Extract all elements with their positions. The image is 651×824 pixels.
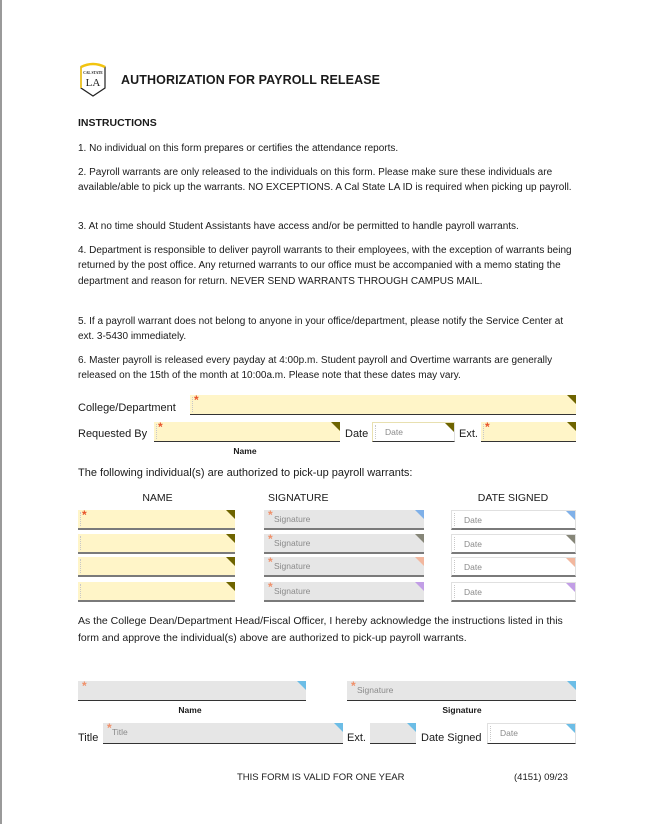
field-corner-marker <box>566 583 575 592</box>
authorized-name-field-1[interactable] <box>78 510 235 530</box>
instructions-heading: INSTRUCTIONS <box>78 117 157 129</box>
field-grip <box>80 536 82 550</box>
field-grip <box>80 584 82 598</box>
date-placeholder: Date <box>464 539 482 549</box>
request-ext-field[interactable] <box>481 422 576 442</box>
required-marker: * <box>194 393 199 407</box>
field-corner-marker <box>226 557 235 566</box>
approver-name-field[interactable] <box>78 681 306 701</box>
required-marker: * <box>268 555 273 569</box>
authorized-signature-field-2[interactable] <box>264 534 424 554</box>
field-corner-marker <box>226 510 235 519</box>
required-marker: * <box>158 420 163 434</box>
approver-signature-caption: Signature <box>442 705 482 715</box>
field-corner-marker <box>297 681 306 690</box>
title-label: Title <box>78 732 99 744</box>
svg-text:LA: LA <box>85 77 101 89</box>
authorized-date-field-4[interactable] <box>451 582 576 602</box>
title-placeholder: Title <box>112 727 128 737</box>
college-department-label: College/Department <box>78 402 176 414</box>
field-corner-marker <box>407 723 416 732</box>
requested-by-label: Requested By <box>78 428 148 440</box>
validity-notice: THIS FORM IS VALID FOR ONE YEAR <box>237 772 405 783</box>
requested-by-field[interactable] <box>154 422 340 442</box>
request-date-field[interactable] <box>372 422 455 442</box>
field-grip <box>454 585 456 598</box>
form-number: (4151) 09/23 <box>514 772 568 783</box>
field-grip <box>454 537 456 550</box>
field-grip <box>490 726 492 741</box>
date-placeholder: Date <box>464 587 482 597</box>
instruction-3: 3. At no time should Student Assistants have access and/or be permitted to handle payroll warrants. <box>78 221 519 232</box>
signature-placeholder: Signature <box>357 685 394 695</box>
field-grip <box>454 560 456 573</box>
required-marker: * <box>485 420 490 434</box>
authorized-name-field-3[interactable] <box>78 557 235 577</box>
authorized-signature-field-3[interactable] <box>264 557 424 577</box>
approver-ext-label: Ext. <box>347 732 366 744</box>
ext-label: Ext. <box>459 428 478 440</box>
column-header-date-signed: DATE SIGNED <box>477 492 549 504</box>
authorized-name-field-2[interactable] <box>78 534 235 554</box>
column-header-signature: SIGNATURE <box>268 492 329 504</box>
instruction-1: 1. No individual on this form prepares or certifies the attendance reports. <box>78 143 399 154</box>
date-placeholder: Date <box>464 515 482 525</box>
authorized-signature-field-1[interactable] <box>264 510 424 530</box>
authorized-name-field-4[interactable] <box>78 582 235 602</box>
field-corner-marker <box>445 423 454 432</box>
svg-text:CAL STATE: CAL STATE <box>83 71 103 75</box>
field-corner-marker <box>566 724 575 733</box>
field-grip <box>80 559 82 573</box>
date-signed-label: Date Signed <box>421 732 482 744</box>
approver-date-signed-field[interactable] <box>487 723 576 744</box>
field-corner-marker <box>334 723 343 732</box>
authorized-date-field-1[interactable] <box>451 510 576 530</box>
form-title: AUTHORIZATION FOR PAYROLL RELEASE <box>121 73 381 87</box>
field-corner-marker <box>566 558 575 567</box>
field-corner-marker <box>415 534 424 543</box>
authorized-date-field-2[interactable] <box>451 534 576 554</box>
instruction-5: 5. If a payroll warrant does not belong to anyone in your office/department, please notify the Service Center at ext. 3-5430 immediately. <box>78 316 564 343</box>
required-marker: * <box>268 532 273 546</box>
approver-signature-field[interactable] <box>347 681 576 701</box>
field-corner-marker <box>331 422 340 431</box>
field-corner-marker <box>415 582 424 591</box>
field-corner-marker <box>226 582 235 591</box>
required-marker: * <box>268 580 273 594</box>
approval-statement: As the College Dean/Department Head/Fiscal Officer, I hereby acknowledge the instructions listed in this form and approve the individual(s) above are authorized to pick-up payroll warrants. <box>78 615 563 644</box>
signature-placeholder: Signature <box>274 538 311 548</box>
field-corner-marker <box>566 535 575 544</box>
cal-state-la-logo-icon <box>79 62 107 98</box>
instruction-2: 2. Payroll warrants are only released to the individuals on this form. Please make sure these individuals are available/able to pick up the warrants. NO EXCEPTIONS. A Cal State LA ID is required when picking up payroll. <box>78 167 572 194</box>
instruction-4: 4. Department is responsible to deliver payroll warrants to their employees, with the exception of warrants being returned by the post office. Any returned warrants to our office must be accompanied with a memo stating the department and reason for return. NEVER SEND WARRANTS THROUGH CAMPUS MAIL. <box>78 245 572 287</box>
college-department-field[interactable] <box>190 395 576 415</box>
date-placeholder: Date <box>500 728 518 738</box>
field-corner-marker <box>226 534 235 543</box>
signature-placeholder: Signature <box>274 561 311 571</box>
approver-name-caption: Name <box>178 705 202 715</box>
required-marker: * <box>82 679 87 693</box>
signature-placeholder: Signature <box>274 514 311 524</box>
date-placeholder: Date <box>464 562 482 572</box>
required-marker: * <box>82 508 87 522</box>
date-label: Date <box>345 428 369 440</box>
field-corner-marker <box>566 511 575 520</box>
field-grip <box>375 425 377 439</box>
field-corner-marker <box>415 510 424 519</box>
column-header-name: NAME <box>142 492 173 504</box>
approver-ext-field[interactable] <box>370 723 416 744</box>
required-marker: * <box>351 679 356 693</box>
page-edge <box>0 0 2 824</box>
required-marker: * <box>107 721 112 735</box>
field-corner-marker <box>567 681 576 690</box>
field-corner-marker <box>567 422 576 431</box>
authorized-date-field-3[interactable] <box>451 557 576 577</box>
approver-title-field[interactable] <box>103 723 343 744</box>
field-corner-marker <box>415 557 424 566</box>
signature-placeholder: Signature <box>274 586 311 596</box>
requested-by-name-caption: Name <box>233 446 257 456</box>
field-grip <box>454 513 456 526</box>
date-placeholder: Date <box>385 427 403 437</box>
instruction-6: 6. Master payroll is released every payday at 4:00p.m. Student payroll and Overtime warrants are generally released on the 15th of the month at 10:00a.m. Please note that these dates may vary. <box>78 355 553 382</box>
field-corner-marker <box>567 395 576 404</box>
required-marker: * <box>268 508 273 522</box>
authorized-intro: The following individual(s) are authorized to pick-up payroll warrants: <box>78 467 413 479</box>
authorized-signature-field-4[interactable] <box>264 582 424 602</box>
